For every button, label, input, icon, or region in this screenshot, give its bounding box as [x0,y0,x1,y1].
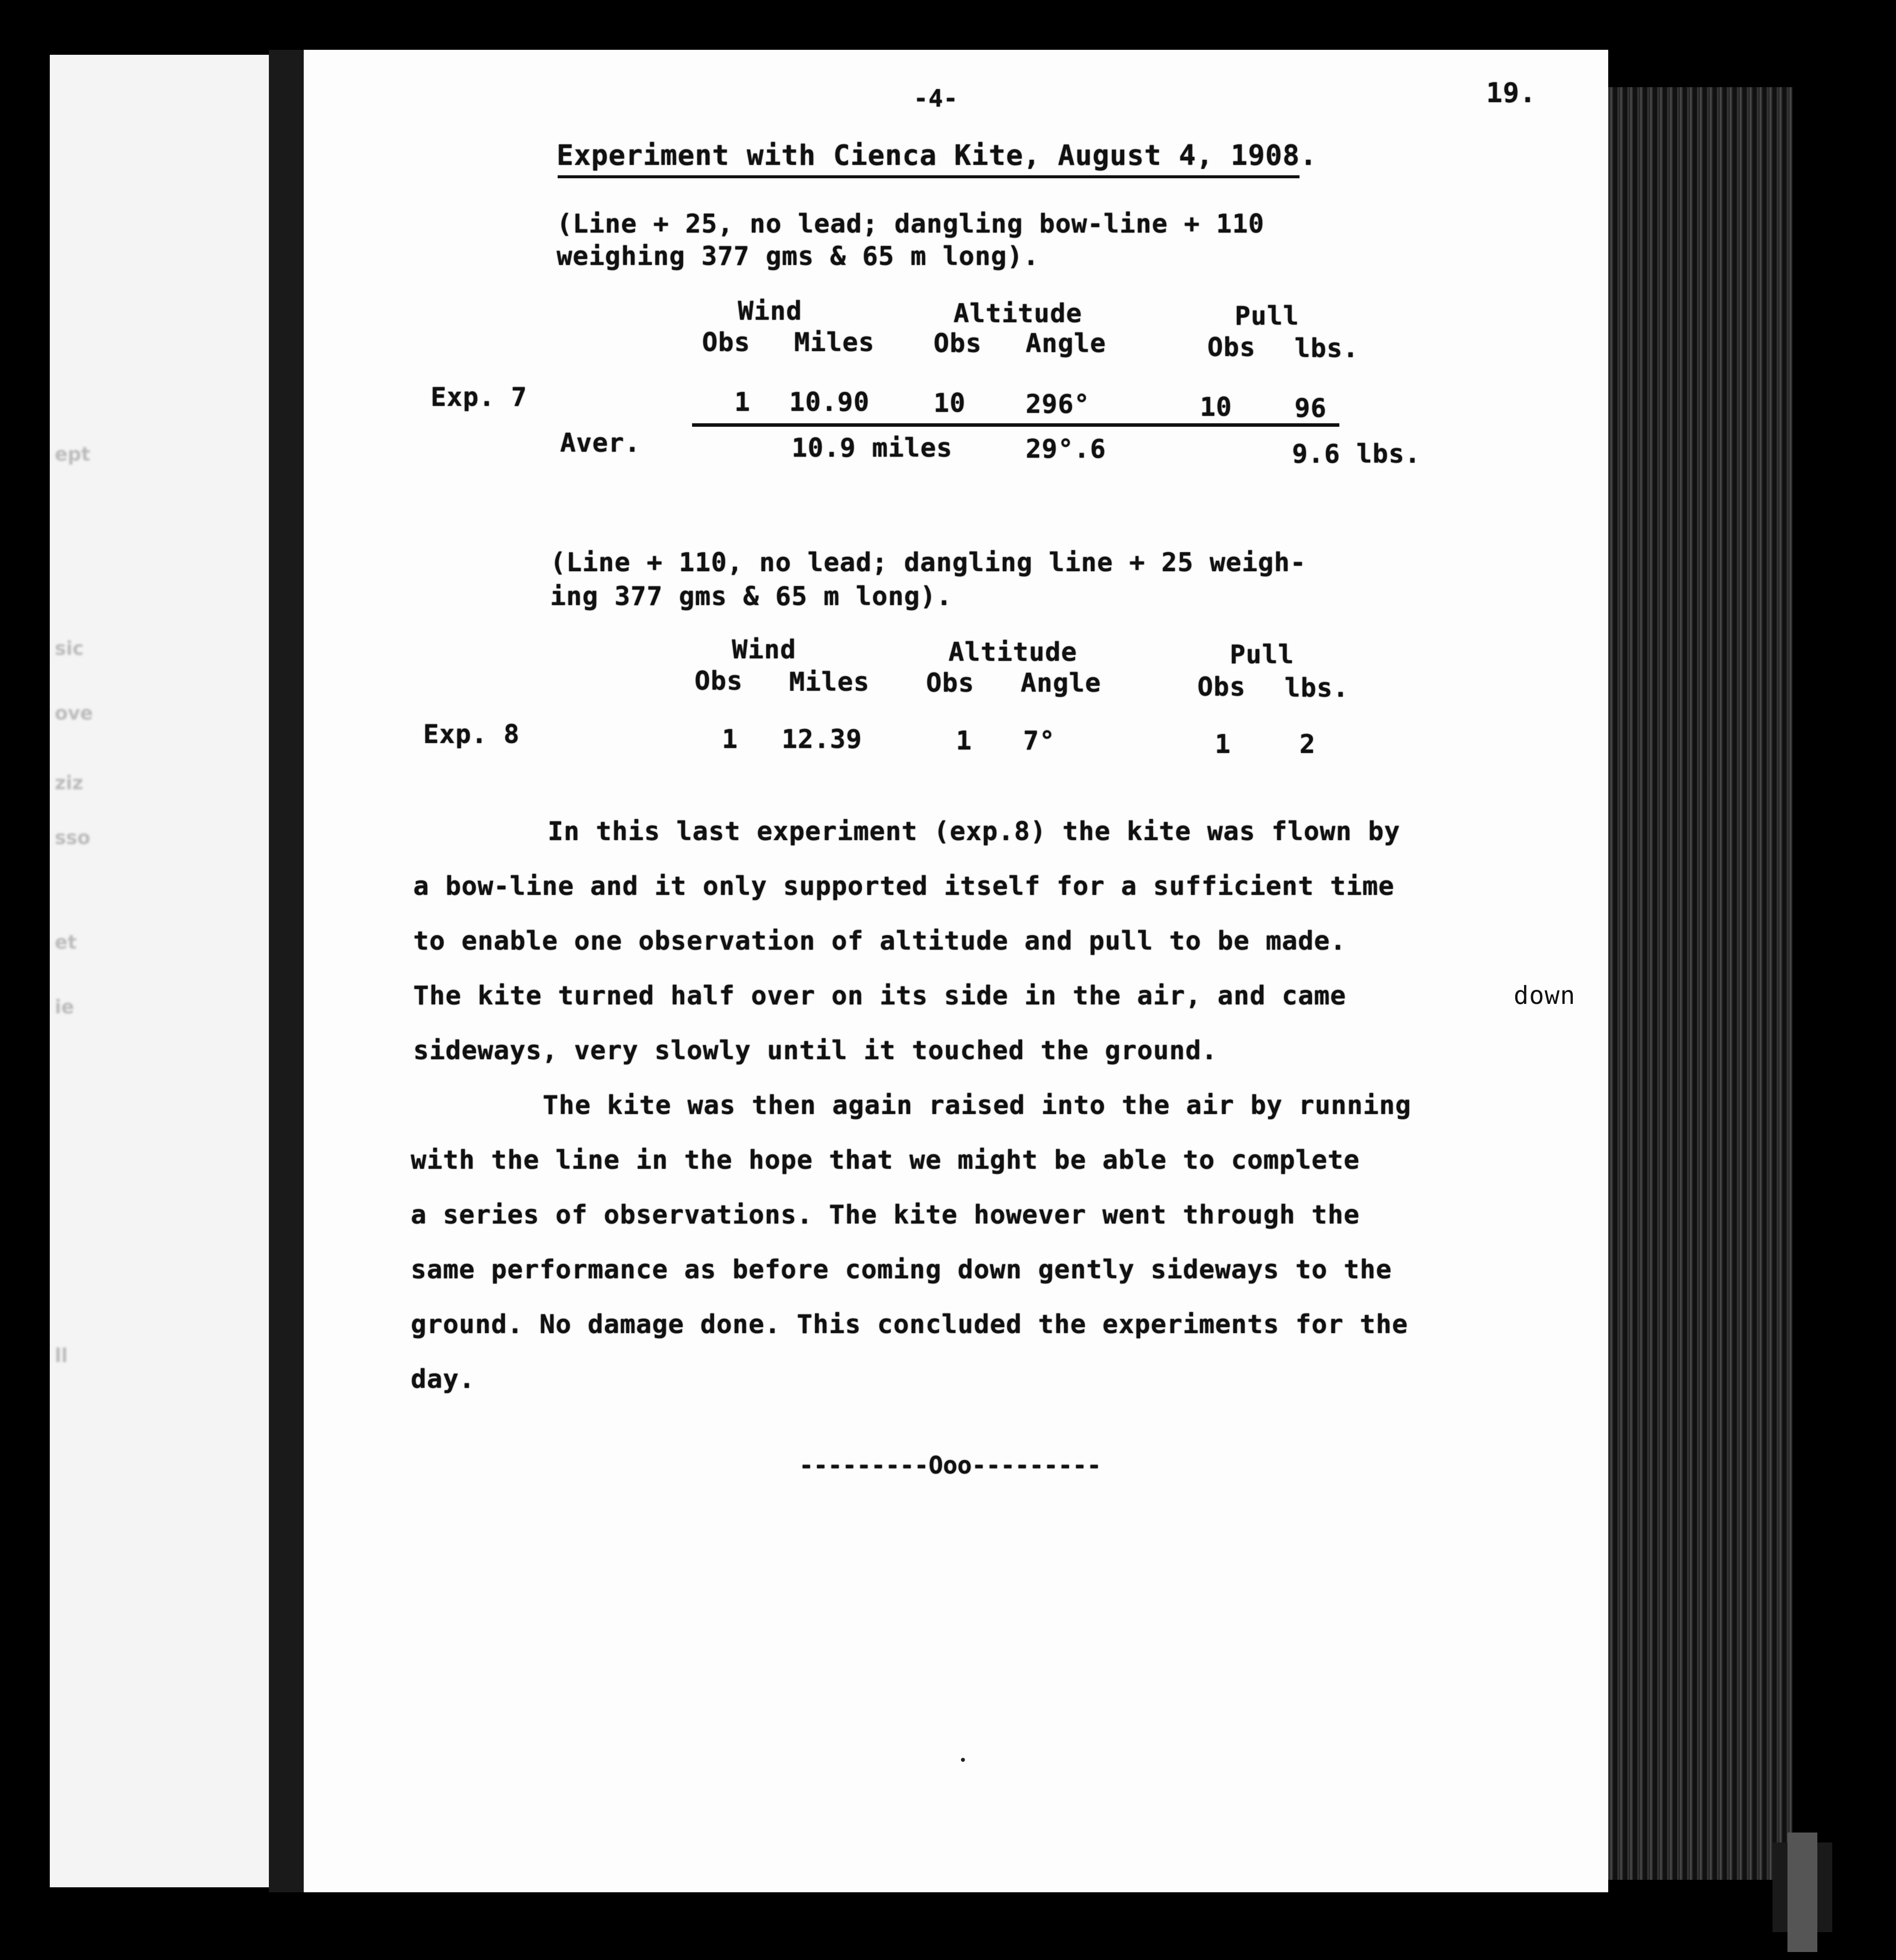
left-page-fragment: ll [55,1345,68,1366]
paragraph1-line: sideways, very slowly until it touched the ground. [413,1036,1218,1066]
s1-header-altitude: Altitude [953,299,1082,329]
s2-row-alt-obs: 1 [956,726,972,756]
section1-note-line2: weighing 377 gms & 65 m long). [557,242,1040,271]
left-page-fragment: sso [55,827,91,849]
left-page-fragment: et [55,931,77,953]
paragraph1-line: a bow-line and it only supported itself for a sufficient time [413,871,1395,901]
paragraph1-line: The kite turned half over on its side in the air, and came [413,981,1346,1011]
s1-header-pull: Pull [1235,301,1300,331]
s2-row-label: Exp. 8 [423,720,520,749]
s2-row-pull-obs: 1 [1215,730,1231,759]
section2-note-line1: (Line + 110, no lead; dangling line + 25 weigh- [550,548,1306,578]
s2-header-pull-lbs: lbs. [1285,673,1349,703]
s1-total-rule [692,423,1339,427]
s1-row-wind-obs: 1 [734,387,751,417]
s2-header-altitude: Altitude [948,637,1077,667]
paragraph2-line: a series of observations. The kite however went through the [411,1200,1360,1230]
s2-header-pull-obs: Obs [1197,672,1246,702]
left-page-fragment: ove [55,702,93,724]
s1-average-wind: 10.9 miles [792,433,953,463]
s1-average-label: Aver. [560,428,641,458]
page-number: 19. [1486,77,1537,109]
book-gutter [269,50,304,1892]
paragraph2-line: The kite was then again raised into the air by running [543,1091,1412,1120]
paragraph2-line: ground. No damage done. This concluded the experiments for the [411,1310,1409,1340]
s2-row-alt-angle: 7° [1023,726,1056,756]
s1-row-alt-obs: 10 [934,388,966,418]
section2-note-line2: ing 377 gms & 65 m long). [550,582,952,612]
paragraph1-line: to enable one observation of altitude and pull to be made. [413,926,1346,956]
s1-header-wind: Wind [738,296,803,326]
stack-corner-highlight [1787,1833,1817,1952]
page-marker: -4- [914,85,958,113]
s2-header-wind-miles: Miles [789,667,870,697]
s2-header-alt-angle: Angle [1021,668,1101,698]
s1-row-pull-obs: 10 [1200,392,1232,422]
s1-header-wind-obs: Obs [702,328,750,358]
s2-header-alt-obs: Obs [926,668,974,698]
s1-header-pull-lbs: lbs. [1295,334,1359,364]
closing-rule: ---------Ooo--------- [799,1452,1101,1479]
s2-header-wind: Wind [732,635,797,665]
s1-header-pull-obs: Obs [1207,333,1256,363]
page-heading: Experiment with Cienca Kite, August 4, 1908. [557,139,1317,172]
s2-header-pull: Pull [1230,640,1295,670]
s1-row-label: Exp. 7 [431,382,527,412]
document-page [304,50,1608,1892]
page-speck [961,1758,965,1762]
left-page-fragment: ie [55,996,74,1018]
s1-header-wind-miles: Miles [794,328,875,358]
s2-row-wind-obs: 1 [722,725,738,754]
heading-underline [558,175,1300,178]
section1-note-line1: (Line + 25, no lead; dangling bow-line + 110 [557,209,1265,239]
s1-header-alt-obs: Obs [934,329,982,359]
left-page-fragment: ept [55,443,91,465]
left-page-fragment: sic [55,637,84,659]
s2-row-pull-lbs: 2 [1300,730,1316,759]
paragraph2-line: day. [411,1364,475,1394]
s1-average-angle: 29°.6 [1026,434,1106,464]
s1-average-pull: 9.6 lbs. [1292,439,1421,469]
s1-row-wind-miles: 10.90 [789,387,870,417]
left-page-fragment: ziz [55,772,84,794]
s2-header-wind-obs: Obs [695,666,743,696]
page-stack-edge [1603,87,1792,1880]
s2-row-wind-miles: 12.39 [782,725,862,754]
s1-row-alt-angle: 296° [1026,389,1090,419]
s1-header-alt-angle: Angle [1026,329,1106,359]
paragraph2-line: same performance as before coming down gently sideways to the [411,1255,1392,1285]
handwritten-insert: down [1514,981,1576,1010]
left-page [50,55,269,1887]
paragraph2-line: with the line in the hope that we might be able to complete [411,1145,1360,1175]
paragraph1-line: In this last experiment (exp.8) the kite was flown by [548,817,1401,847]
s1-row-pull-lbs: 96 [1295,393,1327,423]
